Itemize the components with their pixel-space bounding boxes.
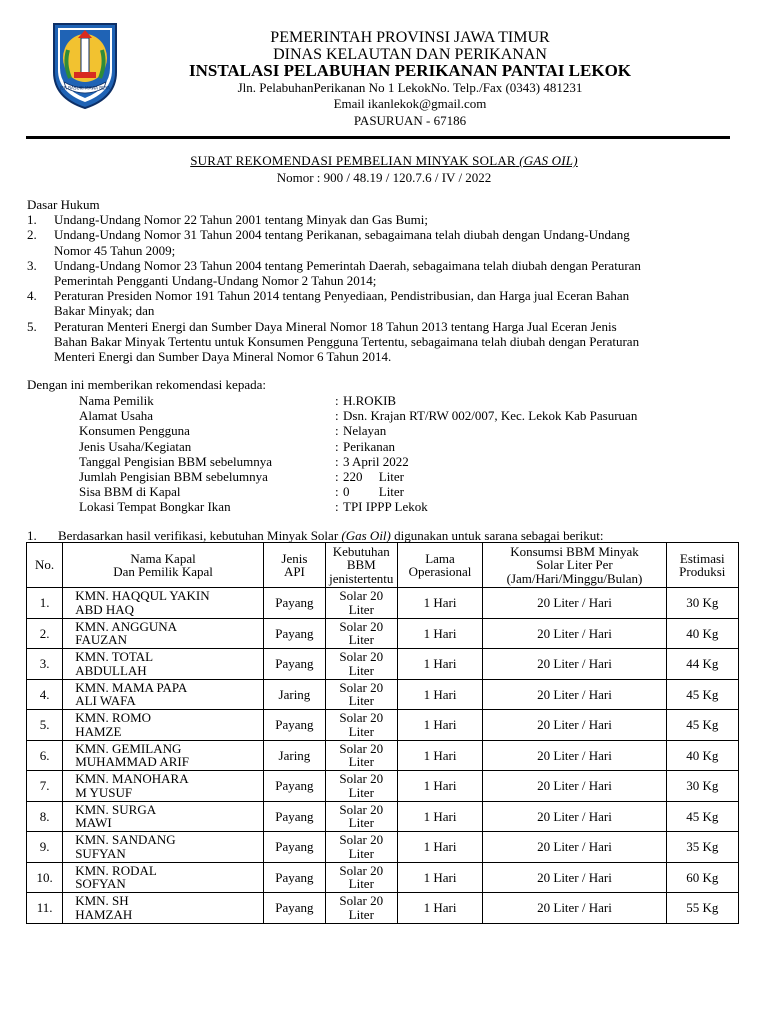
cell-fuel-need-line: Liter: [348, 754, 374, 770]
cell-consumption: 20 Liter / Hari: [483, 710, 666, 741]
field-colon: :: [335, 408, 339, 424]
letterhead-city: PASURUAN - 67186: [353, 112, 467, 128]
cell-duration: 1 Hari: [397, 801, 483, 832]
field-row: [79, 439, 637, 454]
cell-production: 40 Kg: [666, 740, 738, 771]
cell-vessel-owner-line: SUFYAN: [75, 845, 126, 861]
header-gear-line2: API: [283, 564, 305, 579]
cell-production: 30 Kg: [666, 588, 738, 619]
field-colon: :: [335, 423, 339, 439]
table-row: [27, 893, 739, 924]
cell-vessel-owner: [63, 801, 264, 832]
letterhead-agency: DINAS KELAUTAN DAN PERIKANAN: [273, 45, 547, 63]
table-row: [27, 679, 739, 710]
cell-consumption: 20 Liter / Hari: [483, 649, 666, 680]
field-row: [79, 469, 637, 484]
table-row: [27, 618, 739, 649]
field-label: Alamat Usaha: [79, 408, 154, 424]
cell-no: 5.: [27, 710, 63, 741]
field-row: [79, 484, 637, 499]
legal-basis-item: [27, 319, 739, 365]
cell-consumption: 20 Liter / Hari: [483, 618, 666, 649]
cell-vessel-owner-line: KMN. SH: [75, 893, 129, 909]
cell-fuel-need-line: Liter: [348, 784, 374, 800]
letterhead-office: INSTALASI PELABUHAN PERIKANAN PANTAI LEKOK: [188, 61, 632, 80]
header-consumption-line3: (Jam/Hari/Minggu/Bulan): [506, 570, 643, 586]
cell-production: 45 Kg: [666, 801, 738, 832]
header-consumption-line2: Solar Liter Per: [536, 557, 613, 573]
cell-vessel-owner-line: HAMZAH: [75, 906, 133, 922]
cell-fuel-need-line: Liter: [348, 906, 374, 922]
cell-production: 45 Kg: [666, 710, 738, 741]
cell-fuel-need: [325, 893, 397, 924]
header-production-line1: Estimasi: [679, 550, 725, 566]
cell-gear-type: Jaring: [263, 740, 325, 771]
cell-vessel-owner: [63, 618, 264, 649]
cell-vessel-owner-line: ABDULLAH: [75, 662, 147, 678]
header-gear-line1: Jenis: [281, 550, 308, 566]
cell-vessel-owner-line: KMN. RODAL: [75, 862, 157, 878]
field-label: Konsumen Pengguna: [79, 423, 190, 439]
field-colon: :: [335, 484, 339, 500]
letter-number: Nomor : 900 / 48.19 / 120.7.6 / IV / 2022: [276, 170, 492, 185]
legal-basis-text: Undang-Undang Nomor 23 Tahun 2004 tentang Pemerintah Daerah, sebagaimana telah diubah dengan Peraturan: [54, 257, 641, 273]
field-value: 220 Liter: [343, 469, 405, 485]
header-production: [666, 543, 738, 588]
cell-duration: 1 Hari: [397, 832, 483, 863]
cell-consumption: 20 Liter / Hari: [483, 832, 666, 863]
header-duration-line2: Operasional: [408, 564, 472, 579]
cell-fuel-need-line: Liter: [348, 723, 374, 739]
header-vessel-line: Nama Kapal: [130, 550, 196, 566]
legal-basis-text: Menteri Energi dan Sumber Daya Mineral Nomor 6 Tahun 2014.: [54, 349, 392, 365]
field-label: Lokasi Tempat Bongkar Ikan: [79, 499, 231, 515]
legal-basis-text: Bahan Bakar Minyak Tertentu untuk Konsumen Pengguna Tertentu, sebagaimana telah diubah dengan Peraturan: [54, 333, 640, 349]
legal-basis-text: Peraturan Menteri Energi dan Sumber Daya Mineral Nomor 18 Tahun 2013 tentang Harga Jual Eceran Jenis: [54, 318, 617, 334]
field-label: Nama Pemilik: [79, 393, 154, 408]
field-colon: :: [335, 469, 339, 485]
letterhead-address: Jln. PelabuhanPerikanan No 1 LekokNo. Telp./Fax (0343) 481231: [237, 79, 583, 95]
cell-duration: 1 Hari: [397, 740, 483, 771]
letter-title-block: [0, 153, 768, 186]
field-row: [79, 499, 637, 514]
header-fuel-line2: BBM: [346, 557, 376, 573]
cell-no: 6.: [27, 740, 63, 771]
header-consumption-line1: Konsumsi BBM Minyak: [510, 543, 639, 559]
header-fuel-line3: jenistertentu: [329, 570, 394, 586]
cell-vessel-owner-line: KMN. SANDANG: [75, 832, 176, 848]
cell-production: 35 Kg: [666, 832, 738, 863]
cell-production: 30 Kg: [666, 771, 738, 802]
cell-fuel-need-line: Liter: [348, 601, 374, 617]
cell-gear-type: Payang: [263, 862, 325, 893]
legal-basis-number: 5.: [27, 318, 37, 334]
cell-vessel-owner: [63, 588, 264, 619]
letterhead: [140, 30, 680, 129]
jawa-timur-coat-of-arms-icon: [48, 20, 122, 110]
cell-fuel-need-line: Solar 20: [339, 771, 384, 787]
cell-consumption: 20 Liter / Hari: [483, 862, 666, 893]
cell-vessel-owner-line: KMN. ANGGUNA: [75, 618, 178, 634]
recommendation-intro: Dengan ini memberikan rekomendasi kepada:: [27, 377, 266, 392]
cell-no: 4.: [27, 679, 63, 710]
table-row: [27, 710, 739, 741]
table-row: [27, 862, 739, 893]
cell-no: 10.: [27, 862, 63, 893]
cell-fuel-need-line: Liter: [348, 876, 374, 892]
field-value: TPI IPPP Lekok: [343, 499, 428, 515]
cell-production: 55 Kg: [666, 893, 738, 924]
field-colon: :: [335, 453, 339, 469]
cell-consumption: 20 Liter / Hari: [483, 740, 666, 771]
point-text-end: digunakan untuk sarana sebagai berikut:: [390, 528, 604, 543]
table-row: [27, 832, 739, 863]
field-row: [79, 423, 637, 438]
cell-no: 2.: [27, 618, 63, 649]
cell-fuel-need-line: Solar 20: [339, 649, 384, 665]
legal-basis-text: Pemerintah Pengganti Undang-Undang Nomor 2 Tahun 2014;: [54, 273, 377, 289]
header-fuel-need: [325, 543, 397, 588]
cell-duration: 1 Hari: [397, 618, 483, 649]
cell-fuel-need-line: Solar 20: [339, 862, 384, 878]
letterhead-government: PEMERINTAH PROVINSI JAWA TIMUR: [270, 29, 550, 46]
cell-vessel-owner: [63, 649, 264, 680]
cell-consumption: 20 Liter / Hari: [483, 679, 666, 710]
cell-vessel-owner-line: KMN. MAMA PAPA: [75, 679, 188, 695]
cell-duration: 1 Hari: [397, 588, 483, 619]
header-consumption: [483, 543, 666, 588]
cell-gear-type: Payang: [263, 893, 325, 924]
cell-no: 7.: [27, 771, 63, 802]
cell-vessel-owner-line: MUHAMMAD ARIF: [75, 754, 189, 770]
cell-duration: 1 Hari: [397, 862, 483, 893]
cell-fuel-need-line: Solar 20: [339, 618, 384, 634]
cell-fuel-need: [325, 649, 397, 680]
cell-vessel-owner-line: FAUZAN: [75, 632, 127, 648]
legal-basis-text: Undang-Undang Nomor 31 Tahun 2004 tentang Perikanan, sebagaimana telah diubah dengan Undang-Undang: [54, 227, 630, 243]
cell-fuel-need: [325, 832, 397, 863]
legal-basis-number: 2.: [27, 227, 37, 243]
recommendation-fields: [79, 393, 637, 515]
cell-consumption: 20 Liter / Hari: [483, 893, 666, 924]
legal-basis-text: Peraturan Presiden Nomor 191 Tahun 2014 tentang Penyediaan, Pendistribusian, dan Harga jual Eceran Bahan: [54, 288, 630, 304]
cell-vessel-owner-line: KMN. ROMO: [75, 710, 152, 726]
legal-basis-text: Nomor 45 Tahun 2009;: [54, 242, 176, 258]
cell-gear-type: Payang: [263, 832, 325, 863]
table-row: [27, 588, 739, 619]
header-production-line2: Produksi: [679, 564, 726, 579]
cell-consumption: 20 Liter / Hari: [483, 588, 666, 619]
legal-basis-item: [27, 258, 739, 288]
cell-vessel-owner: [63, 893, 264, 924]
legal-basis-section: [27, 197, 739, 364]
cell-vessel-owner-line: ALI WAFA: [75, 693, 136, 709]
cell-fuel-need-line: Solar 20: [339, 740, 384, 756]
cell-fuel-need-line: Solar 20: [339, 710, 384, 726]
cell-fuel-need-line: Liter: [348, 815, 374, 831]
table-header-row: [27, 543, 739, 588]
cell-fuel-need-line: Solar 20: [339, 801, 384, 817]
field-colon: :: [335, 438, 339, 454]
cell-gear-type: Payang: [263, 710, 325, 741]
table-row: [27, 771, 739, 802]
header-vessel-owner: [63, 543, 264, 588]
header-owner-line: Dan Pemilik Kapal: [113, 564, 213, 579]
cell-fuel-need: [325, 710, 397, 741]
cell-gear-type: Payang: [263, 771, 325, 802]
cell-duration: 1 Hari: [397, 679, 483, 710]
table-row: [27, 649, 739, 680]
field-label: Sisa BBM di Kapal: [79, 484, 181, 500]
cell-gear-type: Jaring: [263, 679, 325, 710]
legal-basis-number: 1.: [27, 212, 37, 228]
cell-duration: 1 Hari: [397, 893, 483, 924]
legal-basis-text: Bakar Minyak; dan: [54, 303, 155, 319]
field-colon: :: [335, 393, 339, 408]
cell-vessel-owner-line: KMN. HAQQUL YAKIN: [75, 588, 210, 604]
cell-fuel-need: [325, 588, 397, 619]
header-duration-line1: Lama: [425, 550, 455, 566]
vessel-table: [26, 542, 739, 924]
cell-consumption: 20 Liter / Hari: [483, 801, 666, 832]
cell-no: 3.: [27, 649, 63, 680]
field-row: [79, 393, 637, 408]
letterhead-divider: [26, 136, 730, 139]
cell-fuel-need: [325, 771, 397, 802]
header-no: No.: [27, 543, 63, 588]
vessel-table-body: [27, 588, 739, 924]
field-value: 3 April 2022: [343, 453, 409, 469]
field-colon: :: [335, 499, 339, 515]
header-duration: [397, 543, 483, 588]
legal-basis-item: [27, 227, 739, 257]
cell-fuel-need: [325, 618, 397, 649]
field-label: Jenis Usaha/Kegiatan: [79, 438, 192, 454]
cell-no: 11.: [27, 893, 63, 924]
cell-vessel-owner: [63, 710, 264, 741]
cell-fuel-need-line: Liter: [348, 662, 374, 678]
letter-title-text: SURAT REKOMENDASI PEMBELIAN MINYAK SOLAR: [190, 153, 516, 168]
field-row: [79, 454, 637, 469]
cell-vessel-owner: [63, 679, 264, 710]
legal-basis-number: 3.: [27, 257, 37, 273]
cell-gear-type: Payang: [263, 649, 325, 680]
cell-vessel-owner-line: HAMZE: [75, 723, 122, 739]
cell-duration: 1 Hari: [397, 710, 483, 741]
field-value: Nelayan: [343, 423, 387, 439]
cell-duration: 1 Hari: [397, 771, 483, 802]
legal-basis-heading: Dasar Hukum: [27, 197, 100, 212]
cell-vessel-owner-line: KMN. SURGA: [75, 801, 157, 817]
cell-vessel-owner-line: MAWI: [75, 815, 112, 831]
cell-consumption: 20 Liter / Hari: [483, 771, 666, 802]
cell-vessel-owner: [63, 862, 264, 893]
cell-vessel-owner-line: ABD HAQ: [75, 601, 135, 617]
legal-basis-item: [27, 288, 739, 318]
legal-basis-text: Undang-Undang Nomor 22 Tahun 2001 tentang Minyak dan Gas Bumi;: [54, 212, 428, 228]
field-value: 0 Liter: [343, 484, 405, 500]
cell-fuel-need-line: Liter: [348, 632, 374, 648]
letter-title-italic: (GAS OIL): [519, 153, 578, 168]
cell-no: 9.: [27, 832, 63, 863]
cell-fuel-need: [325, 740, 397, 771]
point-number: 1.: [27, 528, 37, 543]
cell-fuel-need: [325, 679, 397, 710]
table-row: [27, 801, 739, 832]
cell-vessel-owner: [63, 832, 264, 863]
field-label: Tanggal Pengisian BBM sebelumnya: [79, 453, 272, 469]
cell-vessel-owner-line: KMN. MANOHARA: [75, 771, 189, 787]
legal-basis-number: 4.: [27, 288, 37, 304]
cell-vessel-owner: [63, 771, 264, 802]
field-value: Dsn. Krajan RT/RW 002/007, Kec. Lekok Kab Pasuruan: [343, 408, 638, 424]
cell-fuel-need-line: Solar 20: [339, 893, 384, 909]
cell-vessel-owner-line: M YUSUF: [75, 784, 133, 800]
point-text: Berdasarkan hasil verifikasi, kebutuhan Minyak Solar: [58, 528, 342, 543]
cell-production: 44 Kg: [666, 649, 738, 680]
point-text-italic: (Gas Oil): [341, 528, 391, 543]
legal-basis-item: [27, 212, 739, 227]
cell-fuel-need-line: Liter: [348, 693, 374, 709]
cell-fuel-need: [325, 801, 397, 832]
letterhead-email: Email ikanlekok@gmail.com: [333, 96, 487, 111]
cell-vessel-owner: [63, 740, 264, 771]
cell-duration: 1 Hari: [397, 649, 483, 680]
field-value: Perikanan: [343, 438, 395, 454]
cell-no: 8.: [27, 801, 63, 832]
cell-vessel-owner-line: KMN. GEMILANG: [75, 740, 182, 756]
svg-text:JER BASUKI MAWA BEYA: JER BASUKI MAWA BEYA: [60, 85, 110, 91]
field-value: H.ROKIB: [343, 393, 397, 408]
header-fuel-line1: Kebutuhan: [332, 543, 390, 559]
cell-fuel-need-line: Solar 20: [339, 832, 384, 848]
cell-no: 1.: [27, 588, 63, 619]
header-gear-type: [263, 543, 325, 588]
letter-title: [190, 153, 578, 168]
field-label: Jumlah Pengisian BBM sebelumnya: [79, 469, 268, 485]
cell-production: 60 Kg: [666, 862, 738, 893]
cell-production: 40 Kg: [666, 618, 738, 649]
legal-basis-list: [27, 212, 739, 364]
cell-fuel-need-line: Solar 20: [339, 679, 384, 695]
cell-gear-type: Payang: [263, 618, 325, 649]
cell-production: 45 Kg: [666, 679, 738, 710]
field-row: [79, 408, 637, 423]
cell-gear-type: Payang: [263, 801, 325, 832]
cell-fuel-need-line: Liter: [348, 845, 374, 861]
cell-gear-type: Payang: [263, 588, 325, 619]
table-row: [27, 740, 739, 771]
cell-fuel-need: [325, 862, 397, 893]
cell-fuel-need-line: Solar 20: [339, 588, 384, 604]
cell-vessel-owner-line: SOFYAN: [75, 876, 126, 892]
cell-vessel-owner-line: KMN. TOTAL: [75, 649, 154, 665]
